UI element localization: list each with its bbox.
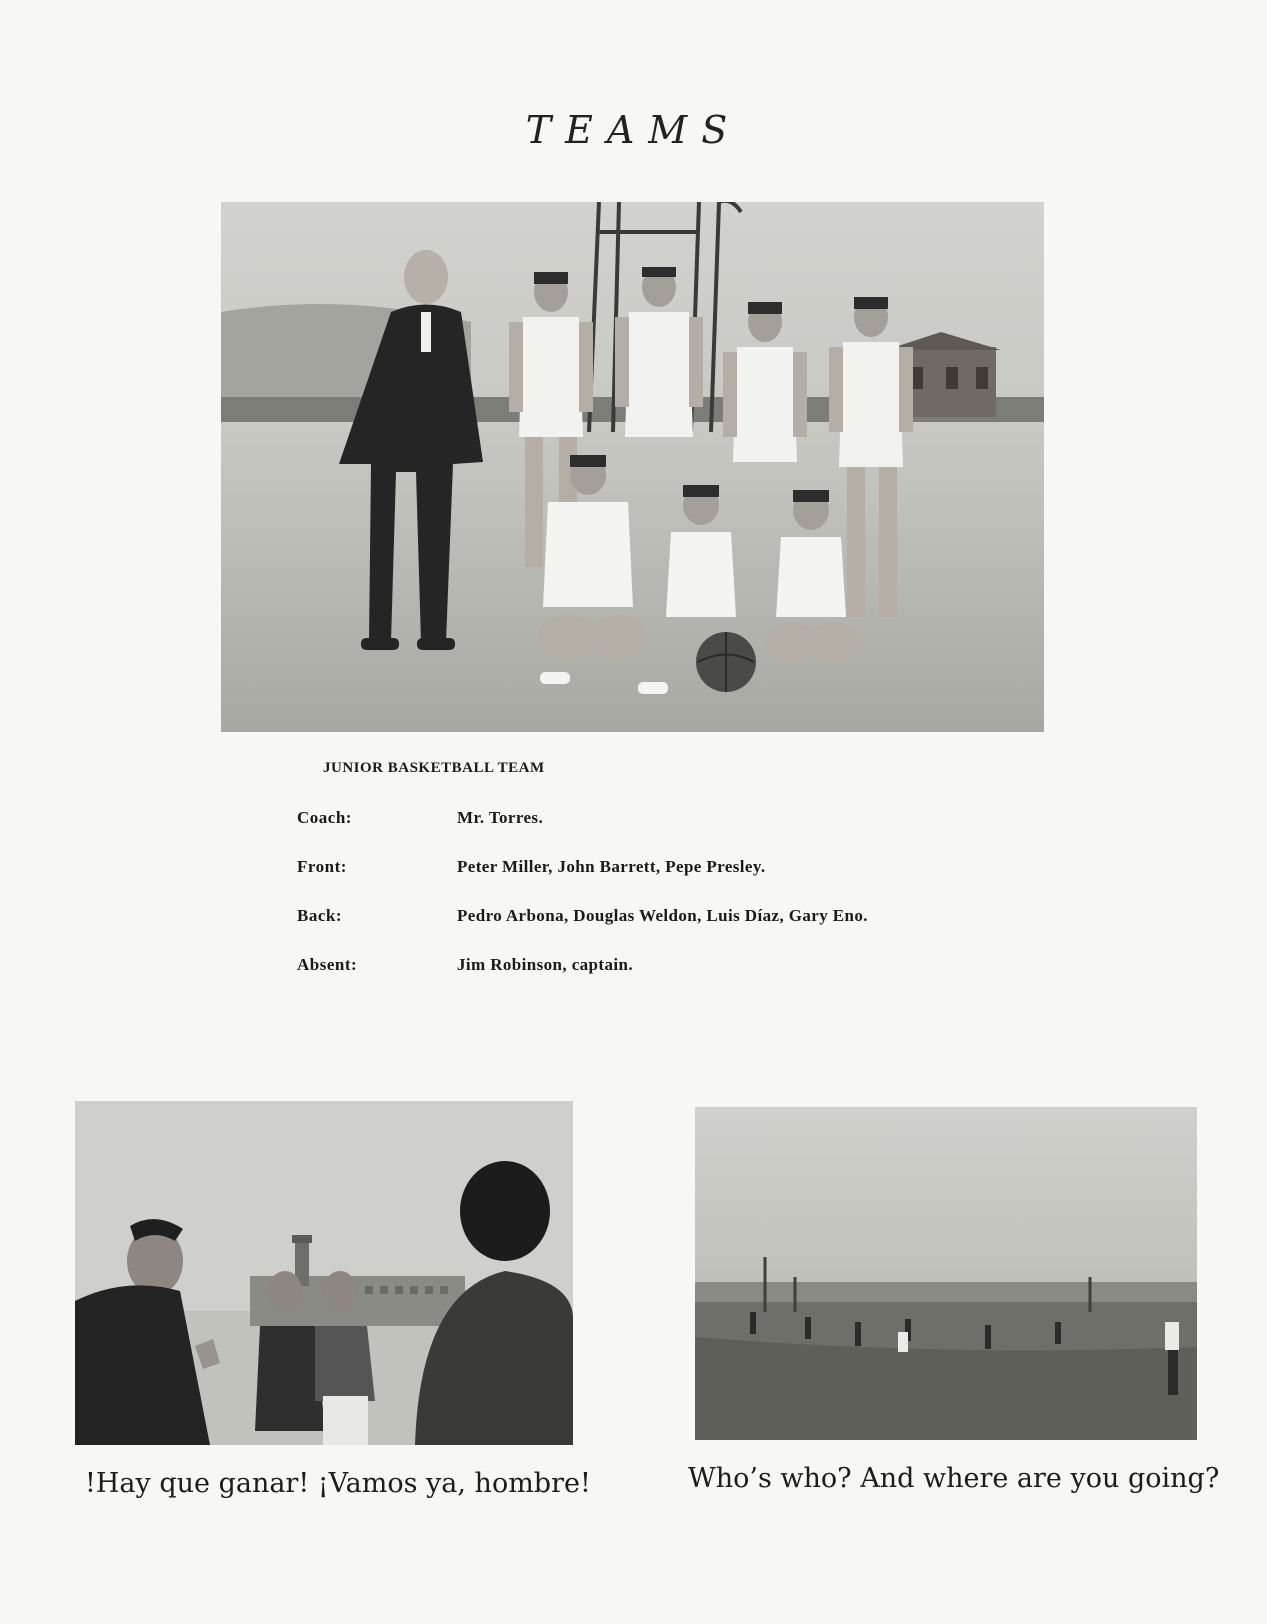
- field-photo: [695, 1107, 1197, 1440]
- team-photo: [221, 202, 1044, 732]
- page-title: TEAMS: [525, 108, 742, 152]
- roster-value: Pedro Arbona, Douglas Weldon, Luis Díaz, Gary Eno.: [457, 906, 868, 925]
- roster-row-front: [297, 857, 1017, 906]
- roster-row-coach: [297, 808, 1017, 857]
- roster-row-back: [297, 906, 1017, 955]
- roster-value: Jim Robinson, captain.: [457, 955, 634, 974]
- roster-label: Front:: [297, 857, 347, 876]
- roster-row-absent: [297, 955, 1017, 1004]
- coach-photo-caption: !Hay que ganar! ¡Vamos ya, hombre!: [85, 1468, 591, 1499]
- roster-label: Back:: [297, 906, 342, 925]
- roster-list: [297, 808, 1017, 1004]
- team-caption: JUNIOR BASKETBALL TEAM: [323, 760, 545, 776]
- field-photo-caption: Who’s who? And where are you going?: [688, 1463, 1220, 1494]
- roster-label: Absent:: [297, 955, 358, 974]
- coach-photo: [75, 1101, 573, 1445]
- roster-label: Coach:: [297, 808, 352, 827]
- roster-value: Mr. Torres.: [457, 808, 544, 827]
- roster-value: Peter Miller, John Barrett, Pepe Presley.: [457, 857, 766, 876]
